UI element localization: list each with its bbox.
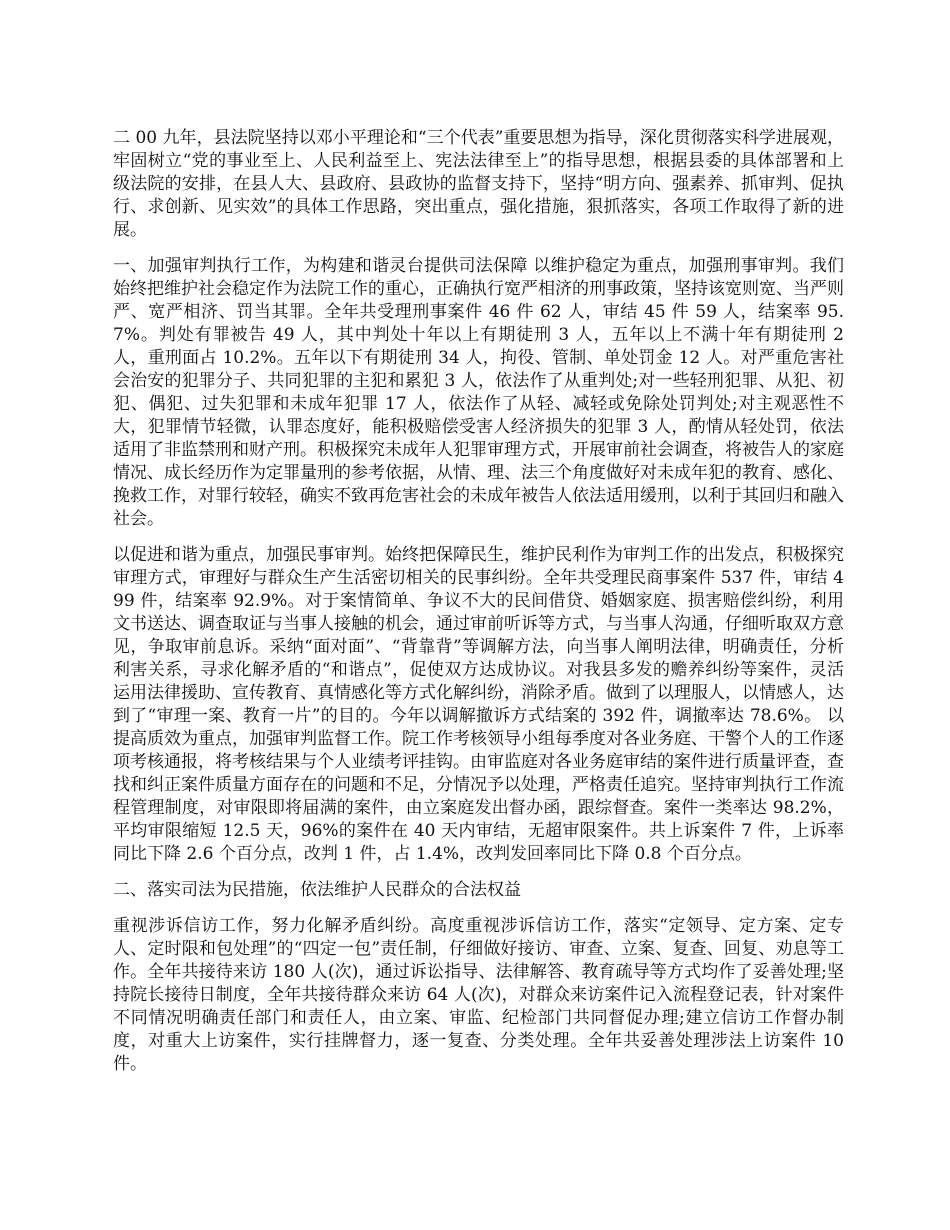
paragraph-intro: 二 00 九年，县法院坚持以邓小平理论和“三个代表”重要思想为指导，深化贯彻落实科学进展观，牢固树立“党的事业至上、人民利益至上、宪法法律至上”的指导思想，根据县委的具体部署和上级法院的安排，在县人大、县政府、县政协的监督支持下，坚持“明方向、强素养、抓审判、促执行、求创新、见实效”的具体工作思路，突出重点，强化措施，狠抓落实，各项工作取得了新的进展。: [113, 128, 844, 240]
paragraph-petition-work: 重视涉诉信访工作，努力化解矛盾纠纷。高度重视涉诉信访工作，落实“定领导、定方案、定专人、定时限和包处理”的“四定一包”责任制，仔细做好接访、审查、立案、复查、回复、劝息等工作。全年共接待来访 180 人(次)，通过诉讼指导、法律解答、教育疏导等方式均作了妥善处理;坚持院长接待日制度，全年共接待群众来访 64 人(次)，对群众来访案件记入流程登记表，针对案件不同情况明确责任部门和责任人，由立案、审监、纪检部门共同督促办理;建立信访工作督办制度，对重大上访案件，实行挂牌督力，逐一复查、分类处理。全年共妥善处理涉法上访案件 10 件。: [113, 916, 844, 1074]
document-page: [113, 127, 844, 1089]
paragraph-criminal-trial: 一、加强审判执行工作，为构建和谐灵台提供司法保障 以维护稳定为重点，加强刑事审判。我们始终把维护社会稳定作为法院工作的重心，正确执行宽严相济的刑事政策，坚持该宽则宽、当严则严、宽严相济、罚当其罪。全年共受理刑事案件 46 件 62 人，审结 45 件 59 人，结案率 95.7%。判处有罪被告 49 人，其中判处十年以上有期徒刑 3 人，五年以上不满十年有期徒刑 2 人，重刑面占 10.2%。五年以下有期徒刑 34 人，拘役、管制、单处罚金 12 人。对严重危害社会治安的犯罪分子、共同犯罪的主犯和累犯 3 人，依法作了从重判处;对一些轻刑犯罪、从犯、初犯、偶犯、过失犯罪和未成年犯罪 17 人，依法作了从轻、减轻或免除处罚判处;对主观恶性不大，犯罪情节轻微，认罪态度好，能积极赔偿受害人经济损失的犯罪 3 人，酌情从轻处罚，依法适用了非监禁刑和财产刑。积极探究未成年人犯罪审理方式，开展审前社会调查，将被告人的家庭情况、成长经历作为定罪量刑的参考依据，从情、理、法三个角度做好对未成年犯的教育、感化、挽救工作，对罪行较轻，确实不致再危害社会的未成年被告人依法适用缓刑，以利于其回归和融入社会。: [113, 256, 844, 529]
section-heading-two: 二、落实司法为民措施，依法维护人民群众的合法权益: [113, 880, 521, 900]
paragraph-civil-trial: 以促进和谐为重点，加强民事审判。始终把保障民生，维护民利作为审判工作的出发点，积极探究审理方式，审理好与群众生产生活密切相关的民事纠纷。全年共受理民商事案件 537 件，审结 499 件，结案率 92.9%。对于案情简单、争议不大的民间借贷、婚姻家庭、损害赔偿纠纷，利用文书送达、调查取证与当事人接触的机会，通过审前听诉等方式，与当事人沟通，仔细听取双方意见，争取审前息诉。采纳“面对面”、“背靠背”等调解方法，向当事人阐明法律，明确责任，分析利害关系，寻求化解矛盾的“和谐点”，促使双方达成协议。对我县多发的赡养纠纷等案件，灵活运用法律援助、宣传教育、真情感化等方式化解纠纷，消除矛盾。做到了以理服人，以情感人，达到了“审理一案、教育一片”的目的。今年以调解撤诉方式结案的 392 件，调撤率达 78.6%。 以提高质效为重点，加强审判监督工作。院工作考核领导小组每季度对各业务庭、干警个人的工作逐项考核通报，将考核结果与个人业绩考评挂钩。由审监庭对各业务庭审结的案件进行质量评查，查找和纠正案件质量方面存在的问题和不足，分情况予以处理，严格责任追究。坚持审判执行工作流程管理制度，对审限即将届满的案件，由立案庭发出督办函，跟综督查。案件一类率达 98.2%，平均审限缩短 12.5 天，96%的案件在 40 天内审结，无超审限案件。共上诉案件 7 件，上诉率同比下降 2.6 个百分点，改判 1 件，占 1.4%，改判发回率同比下降 0.8 个百分点。: [113, 545, 844, 864]
